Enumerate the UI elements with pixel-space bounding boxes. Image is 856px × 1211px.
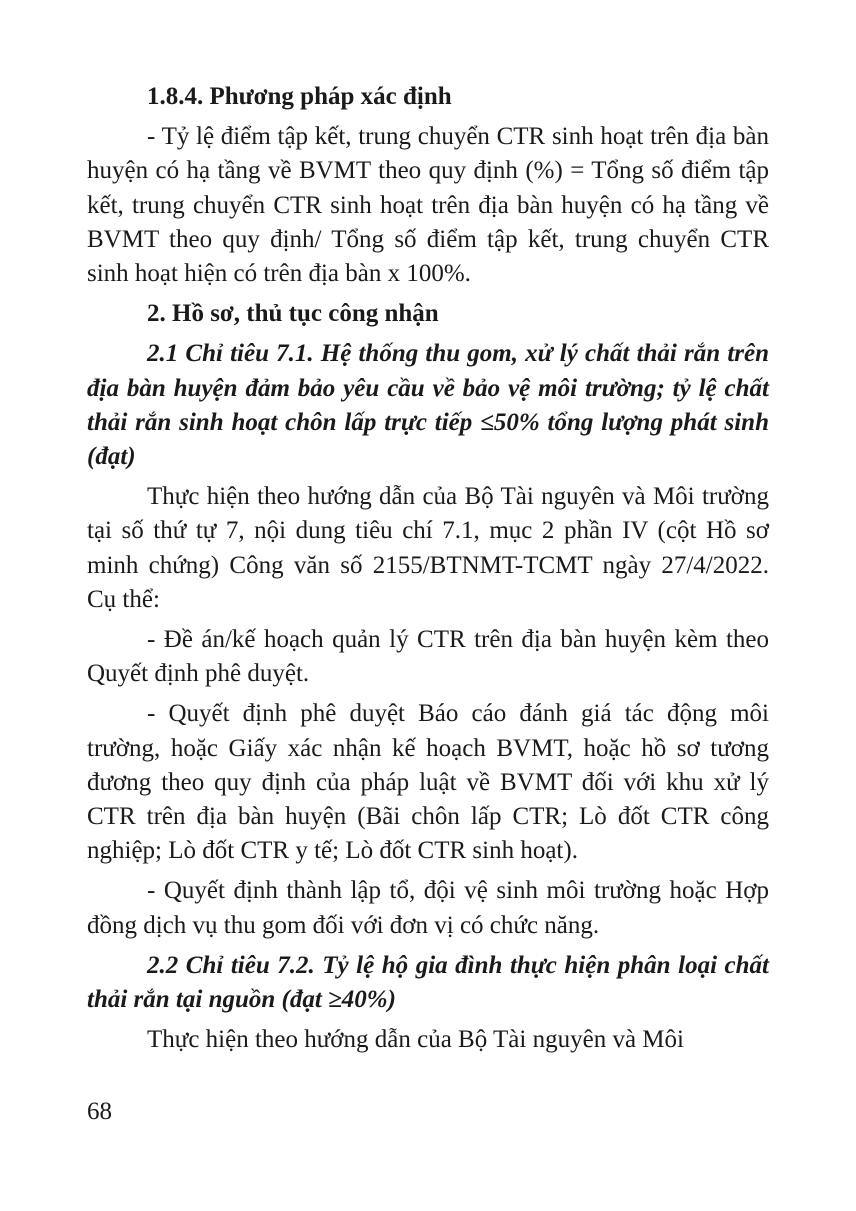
bullet-paragraph-3: - Quyết định thành lập tổ, đội vệ sinh môi trường hoặc Hợp đồng dịch vụ thu gom đối với đơn vị có chức năng. [87, 877, 769, 939]
subsection-heading-2-2: 2.2 Chỉ tiêu 7.2. Tỷ lệ hộ gia đình thực hiện phân loại chất thải rắn tại nguồn (đạt ≥40%) [87, 951, 769, 1014]
section-heading-2: 2. Hồ sơ, thủ tục công nhận [147, 300, 439, 328]
formula-paragraph: - Tỷ lệ điểm tập kết, trung chuyển CTR sinh hoạt trên địa bàn huyện có hạ tầng về BVMT theo quy định (%) = Tổng số điểm tập kết, trung chuyển CTR sinh hoạt trên địa bàn huyện có hạ tầng về BVMT theo quy định/ Tổng số điểm tập kết, trung chuyển CTR sinh hoạt hiện có trên địa bàn x 100%. [87, 123, 769, 288]
bullet-paragraph-1: - Đề án/kế hoạch quản lý CTR trên địa bàn huyện kèm theo Quyết định phê duyệt. [87, 626, 769, 688]
intro-paragraph-2-1: Thực hiện theo hướng dẫn của Bộ Tài nguyên và Môi trường tại số thứ tự 7, nội dung tiêu chí 7.1, mục 2 phần IV (cột Hồ sơ minh chứng) Công văn số 2155/BTNMT-TCMT ngày 27/4/2022. Cụ thể: [87, 483, 769, 613]
intro-paragraph-2-2: Thực hiện theo hướng dẫn của Bộ Tài nguyên và Môi [147, 1026, 684, 1054]
section-heading-1-8-4: 1.8.4. Phương pháp xác định [147, 83, 452, 110]
bullet-paragraph-2: - Quyết định phê duyệt Báo cáo đánh giá tác động môi trường, hoặc Giấy xác nhận kế hoạch BVMT, hoặc hồ sơ tương đương theo quy định của pháp luật về BVMT đối với khu xử lý CTR trên địa bàn huyện (Bãi chôn lấp CTR; Lò đốt CTR công nghiệp; Lò đốt CTR y tế; Lò đốt CTR sinh hoạt). [87, 700, 769, 865]
page-number: 68 [87, 1098, 112, 1125]
subsection-heading-2-1: 2.1 Chỉ tiêu 7.1. Hệ thống thu gom, xử lý chất thải rắn trên địa bàn huyện đảm bảo yêu cầu về bảo vệ môi trường; tỷ lệ chất thải rắn sinh hoạt chôn lấp trực tiếp ≤50% tổng lượng phát sinh (đạt) [87, 340, 769, 471]
